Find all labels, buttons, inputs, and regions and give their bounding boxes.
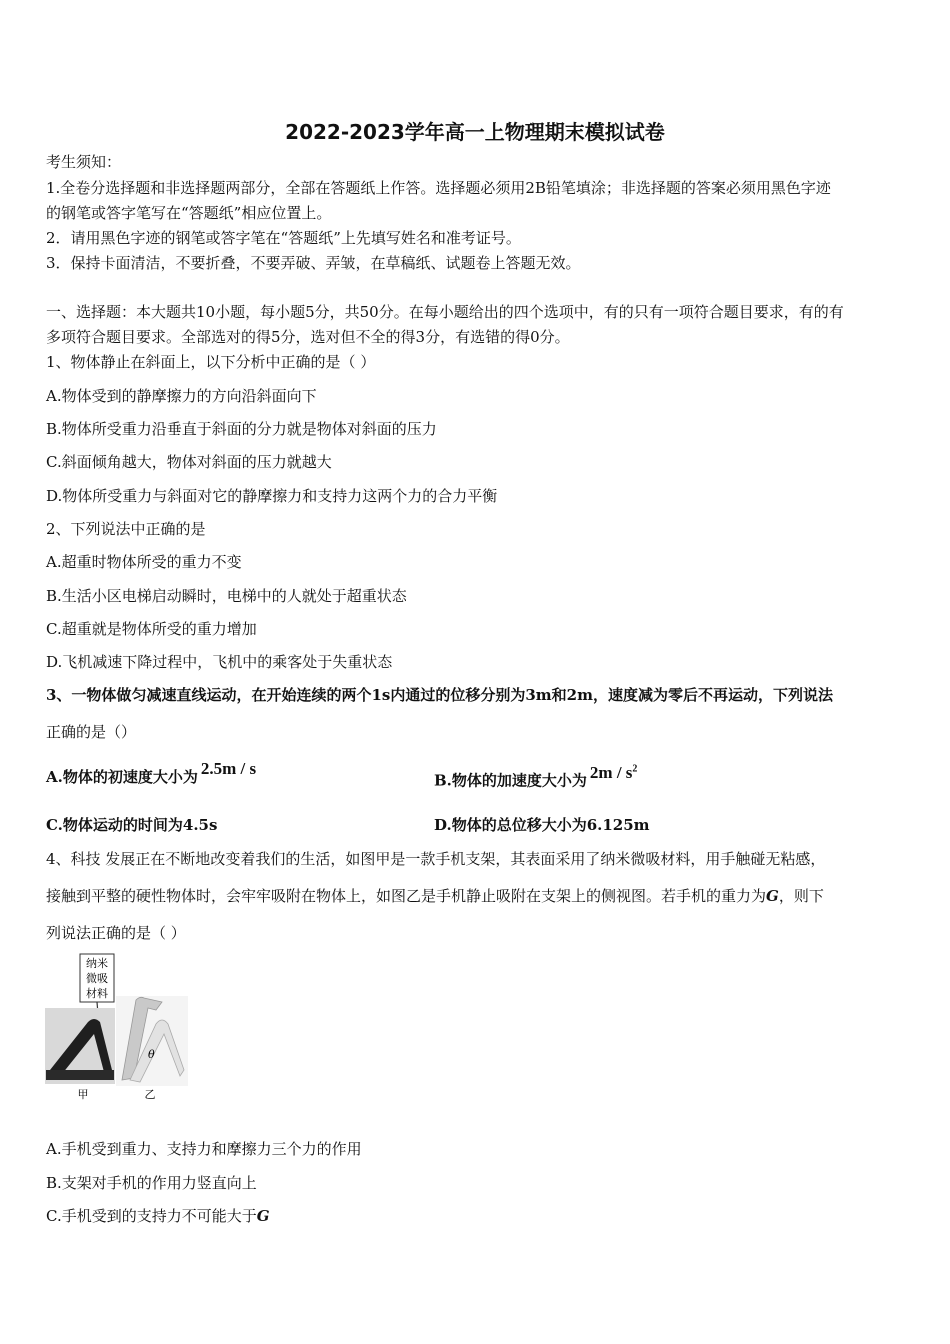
q1-option-b: B.物体所受重力沿垂直于斜面的分力就是物体对斜面的压力 — [46, 420, 437, 438]
q2-option-b: B.生活小区电梯启动瞬时，电梯中的人就处于超重状态 — [46, 587, 407, 605]
q3-option-d: D.物体的总位移大小为6.125m — [434, 816, 650, 834]
q3-option-a — [46, 759, 257, 787]
section-instructions: 多项符合题目要求。全部选对的得5分，选对但不全的得3分，有选错的得0分。 — [46, 328, 570, 346]
phone-holder-figure — [44, 952, 194, 1102]
q3-option-b-formula: $2m / s^2$ — [589, 762, 638, 782]
notice-heading: 考生须知： — [46, 153, 122, 171]
notice-item: 3．保持卡面清洁，不要折叠，不要弄破、弄皱，在草稿纸、试题卷上答题无效。 — [46, 254, 581, 272]
q2-option-a: A.超重时物体所受的重力不变 — [46, 553, 242, 571]
exam-title: 2022-2023学年高一上物理期末模拟试卷 — [285, 120, 665, 144]
q3-option-b — [434, 762, 638, 791]
q4-option-a: A.手机受到重力、支持力和摩擦力三个力的作用 — [46, 1140, 362, 1158]
figure-caption-yi: 乙 — [144, 1088, 156, 1101]
q1-option-d: D.物体所受重力与斜面对它的静摩擦力和支持力这两个力的合力平衡 — [46, 487, 498, 505]
notice-item: 的钢笔或答字笔写在“答题纸”相应位置上。 — [46, 204, 332, 222]
q4-option-b: B.支架对手机的作用力竖直向上 — [46, 1174, 257, 1192]
notice-item: 1.全卷分选择题和非选择题两部分，全部在答题纸上作答。选择题必须用2B铅笔填涂；非选择题的答案必须用黑色字迹 — [46, 179, 831, 197]
q2-option-d: D.飞机减速下降过程中，飞机中的乘客处于失重状态 — [46, 653, 393, 671]
figure-label: 材料 — [86, 987, 108, 1000]
figure-caption-jia: 甲 — [77, 1088, 89, 1101]
q4-option-c: C.手机受到的支持力不可能大于G — [46, 1207, 270, 1225]
q1-option-a: A.物体受到的静摩擦力的方向沿斜面向下 — [46, 387, 317, 405]
angle-label: θ — [148, 1048, 155, 1061]
figure-label: 微吸 — [86, 972, 108, 985]
q3-option-b-text: B.物体的加速度大小为 — [434, 771, 587, 790]
section-instructions: 一、选择题：本大题共10小题，每小题5分，共50分。在每小题给出的四个选项中，有的只有一项符合题目要求，有的有 — [46, 303, 844, 321]
figure-label: 纳米 — [86, 957, 108, 970]
question-3-stem: 正确的是（） — [46, 723, 137, 741]
q1-option-c: C.斜面倾角越大，物体对斜面的压力就越大 — [46, 453, 332, 471]
question-3-stem: 3、一物体做匀减速直线运动，在开始连续的两个1s内通过的位移分别为3m和2m，速度减为零后不再运动，下列说法 — [46, 686, 833, 704]
q3-option-a-formula: 2.5m / s — [200, 759, 257, 778]
notice-item: 2．请用黑色字迹的钢笔或答字笔在“答题纸”上先填写姓名和准考证号。 — [46, 229, 521, 247]
question-4-stem: 4、科技 发展正在不断地改变着我们的生活，如图甲是一款手机支架，其表面采用了纳米微吸材料，用手触碰无粘感， — [46, 850, 826, 868]
q3-option-a-text: A.物体的初速度大小为 — [46, 768, 198, 786]
question-1-stem: 1、物体静止在斜面上，以下分析中正确的是（ ） — [46, 353, 376, 371]
question-4-stem: 列说法正确的是（ ） — [46, 924, 186, 942]
q3-option-c: C.物体运动的时间为4.5s — [46, 816, 218, 834]
question-2-stem: 2、下列说法中正确的是 — [46, 520, 206, 538]
q2-option-c: C.超重就是物体所受的重力增加 — [46, 620, 257, 638]
question-4-stem: 接触到平整的硬性物体时，会牢牢吸附在物体上，如图乙是手机静止吸附在支架上的侧视图。若手机的重力为G，则下 — [46, 887, 824, 905]
